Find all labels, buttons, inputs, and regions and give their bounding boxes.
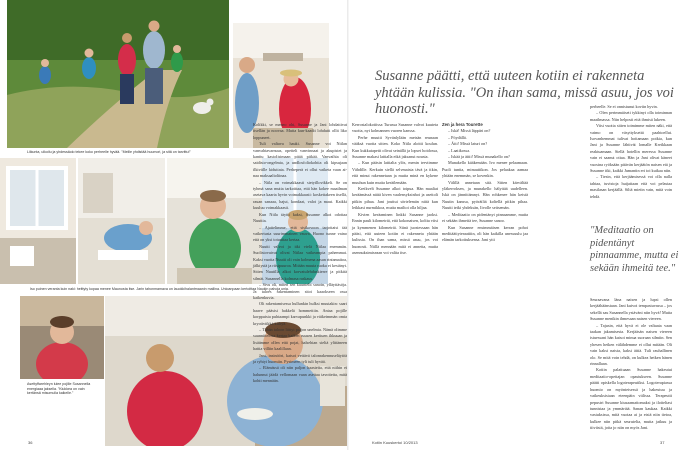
paragraph: Kivien keräaminen linkki Susanne jaoksi. Ennin pauli kilometriä, että kokonaisen, koltta viisi ja kymmenen kilometriä. Siinä juostessaan hän pääsi, että uuteen kotiin ei rakenneta yhtään kulissia. On ihan sama, missä asuu, jos voi huonosti. Niillä mennään mitä ei annetta, mutta asennuksimiseaan voi valita itse.: [352, 211, 438, 256]
photo-boy-on-bed: [78, 158, 165, 284]
article-column-b: [352, 122, 438, 257]
caption-house-interior: Iso puinen veranta kuin naki: heittyty kopaa menee Maunosta itse. Jarin tahonmamava on lauokkihalantmaanin mallina. Unioanpaan kertoittaa Naukin pahoja unia.: [30, 287, 289, 291]
paragraph: Oli rakentamisessa hullunkin hulksi muutakin: saari haave pääsisi hakkelä hommettiin. Antaa pojille korppuista puhtaampi karvapunkki ja väikeimmän omia kryotiviikkä kiiltyä.: [253, 301, 347, 326]
paragraph: Kun Niila täytti kaksi, Susanne alkoi odottaa Nuuttia.: [253, 211, 347, 224]
caption-family-walk: Liikunta, ulkoilu ja yhdessäolo tekee koko perheelle hyvää. "Meille yhdistää huumori, ja sitä on tarvittu!": [27, 150, 191, 154]
paragraph: Kun Susanne ensimmäisen kerran pohoi meditäätiyteraatiiin, oli hän kaikilla unessuulu jaa elämän tarkoituksensa. Jani ytti: [442, 224, 528, 243]
paragraph: Kotiin palattuaan Susanne hakeutui meditaatio-opettajan opastukseen. Susanne päätti opiskella logoterapeutiksi. Logoterapiassa huomio on myönteisessä ja hakeutuu ja vaikeuksistaan eteenpäin viilissa. Terapeutti pepustri Susanne kiusaamattomaksi ja iloiteltasi tunnistaa ja ymmärtää. Sanan kaukaa. Kaikki vastuksissa, mitä vuotaa ai ja etsiä niin tietoa, kulkee niin pitkä seurutelia, mutta jatkuu ja tiiviistä, joita jo niin on myös Jani.: [590, 367, 672, 431]
paragraph: Viisi vuotta sitten toimimme miten näki, että vaimo on väsyttyksettä paahtoellut. Isovanhemmat tulivat hoitamaan poikia, kun Jani ja Susanne lähtivät lomalle Kreikkaan reaktuamaan. Siellä hotellin meressa Susanne vain ei saanut ottaa. Hän ja Jani olivat käneet vuosina ryöksään pitävän kerjäätön naisen eiä ja Susanne itki, kaikki Jumantin eri toi kuikaa niin.: [590, 123, 672, 174]
paragraph: – Äiti! Missä laturi on?: [448, 141, 488, 147]
paragraph: – Tiesin, että kerjäämisessä voi olla nalla tahtaa, tuvistoja huijattaan että voi pelastaa masilasan kerjäällä. Siltä mietin vain, mitä voin tehdä.: [590, 174, 672, 199]
paragraph: – Niila on voimakkaasti sietyillovikkeli. Se on tyhmä sana mutta tarkoittaa, että hän kokee maailman asetava kaarta hyvin voimakkaasti: koskettakeen itsellä, rauan sanaaa, hajut, kondaat, valot ja maut. Kaikki kuuluu voimakkaasti.: [253, 179, 347, 211]
paragraph: Perhe muutti Syvänlylään metsän reunaan vääksä vuotta sitten. Koko Niila aloitti koulun. Kun kukkutapetit olivat seinällä ja lopset hoidossa, Susanne makasi lattialla eikä jaksanut nousta.: [352, 134, 438, 160]
pull-quote: "Meditaatio on pidentänyt pinnaamme, mutta ei sekään ihmeitä tee.": [590, 225, 679, 274]
right-page-number: 37: [660, 440, 665, 445]
paragraph: Jani, insinööri, katsoi vettävä talonrakennuseläytöä ja ryhtyi huomiin. Pysimeen tyli tuli hyvää.: [253, 352, 347, 365]
paragraph: Nuutti valvoi ja itki vielä Niilaa enemmän. Suolistovaivat olivat Niilaa vaikeampia pahemmat. Kaksi vuotta Nuutti oli vain kolmena aasan rintamaitoa, jälkiystä ja riisipuuroa. Mitään muuta ruoka ei kestänyt. Sitten Nuutilla alkoi korvatulehduskierre ja pitkitä silmät. Susannella kolmasa raskaus.: [253, 243, 347, 281]
paragraph: – Meditaatio on pidentänyt pinnaamme, mutta ei sekään ihmeitä tee, Susanne sanoo.: [442, 211, 528, 224]
paragraph: Kerrostalokotiissa Turussa Susanne valvoi kuuteta vuotta, nyt kolmannen vuoren kanssa.: [352, 122, 438, 134]
paragraph: perheelle. Se ei onnistunut koviin hyvin.: [590, 104, 658, 109]
photo-kid-eating: [20, 296, 104, 379]
page-gutter: [347, 0, 349, 450]
article-column-c: [442, 122, 528, 244]
paragraph: Kolikki, se meneo ohi, Susanne ja Jani lohdattivat itsellän ja noovaa. Mutta kun-kaadit lohdutti ollit liko loppuneet.: [253, 122, 347, 140]
paragraph: Välillä annetaan sitä. Sitten kärvältää yläkerroksen, ja munakello hälyttää uudelleen. Iskä on jännittämnyt. Hän rohkenee hän keistä Nuutin kanssa, pyöräiliä koltellä pitkin pihaa. Nuutti teiki yhdeksän, Iivolle seitsemän.: [442, 179, 528, 211]
magazine-issue-footer: Kotiin Kuuskertoi 10/2013: [372, 440, 418, 445]
photo-family-walk: [7, 0, 229, 148]
photo-boy-green: [167, 158, 262, 284]
paragraph: Seuraavana läna naisen ja lupsi ollen kerjäähäänstaan. Jani kuivoi tempastuvassa – jos sekellä sau Susannella ystäväni niin hyvä! Mutta Susanne menikin ihmesaan naisen viereen.: [590, 297, 672, 322]
paragraph: – Tähän taloon liittyi paljon unelmia. Nämä olimme suunnittelosa kertaa kaiken ruusen kerttuen ihkuuan ja lisäämme ollen että pojat, halsehian sieltä ylittäneen hattia villiin kaalillaan.: [253, 327, 347, 352]
paragraph: Munakello kääkemään. Ivo menee pelaamaan. Puoli tuntia, minuuttikon. Jos pelaakaa aamaa yhtään enemmän, se kovenkin.: [442, 160, 528, 179]
paragraph: – Ajattelimme, että sisikovoon tarjottaisi tää vaikertusta suurimmainen vauva. Huono tunne vaino että on yksi totuuttaa kertaa.: [253, 224, 347, 243]
paragraph: – Laatikossa.: [448, 147, 471, 153]
paragraph: – Iskä! Missä läppäri on?: [448, 128, 491, 134]
paragraph: – Kun pääsin lattialta ylös, menin tervtimme Vähdille. Kerkuin siellä selvmaista tävä ja itkin, että minut rakennetaan ja mutta minä en kykene muuhun kuin mutta keräilemään.: [352, 160, 438, 185]
subheading: Zen ja hera Tourette: [442, 122, 483, 127]
paragraph: – Olen perimmäiseti tykkinyt olla toiminnan maailmassa. Niin helposti että ihmisä lukeen.: [590, 110, 672, 122]
paragraph: Kreikvelt Susanne alkoi toipua. Hän maaliat keräämässä näitä kiven vaalensyksinhoi ja asettoli pitkin pihaa. Jani jouttui sörtelemän niitä kun leikkasi nurmikkoa, mutta mailtoi olla hiljaa.: [352, 186, 438, 211]
paragraph: – Sivu oli, miten sen kuuntelit sanoin, ylläyttäsöja. Ja taloes rakentaminen sitoi kaaokseen ossa kaikenkuvia.: [253, 282, 347, 300]
article-column-d-bottom: [590, 297, 672, 432]
paragraph: Tuli valtava hauki. Susanne voi Niilan vanvahtavarnuus, opetteli vanvinnaat ja akupistet ja kanttu kastolisimaan pitää pitkää. Vanvaihia oli saidisto-ongelmia, ja undlosfoliokohtia oli kipsujaan ilkiviille kiduttata. Perheperä ei ollut vaiketa vaan ai-naa maksaaltoliinaa.: [253, 141, 347, 179]
left-page-number: 36: [28, 440, 33, 445]
paragraph: – Elämässä oli niin paljon haasteita, että niihin ei halunnut jäädä vellomaan vaan asettaa tavoiteita, mitä kohti mennään.: [253, 365, 347, 384]
caption-kitchen: Asettyffarehleyn lulee pojille Susannella energiaaa jaksella. "Kiukkea on vain kertänsä misumulla kaikelle.": [27, 382, 91, 396]
article-column-a: [253, 122, 347, 385]
paragraph: – Tajusin, että hyvä ei ole valtaata vaan taakan jakamisesta. Kerjääsän naisen viereen istuessani hän katsoi minua suoraan silmiin. Sen yhesen hetken välähdemme ei ollut mitään. Oli vain kaksi naista, kaksi äitiä. Tuli rauhallinen olo. Se mitä voin tehdä, on kulkea hetken hänen rinnallaan.: [590, 322, 672, 367]
paragraph: – Iskää ja äitii! Missä munakello on?: [448, 154, 510, 160]
article-column-d-top: [590, 104, 672, 200]
paragraph: – Pöydällä.: [448, 134, 467, 140]
lead-quote: Susanne päätti, että uuteen kotiin ei rakenneta yhtään kulissia. "On ihan sama, missä asuu, jos voi huonosti.": [375, 68, 674, 117]
photo-house-interior: [0, 158, 76, 284]
